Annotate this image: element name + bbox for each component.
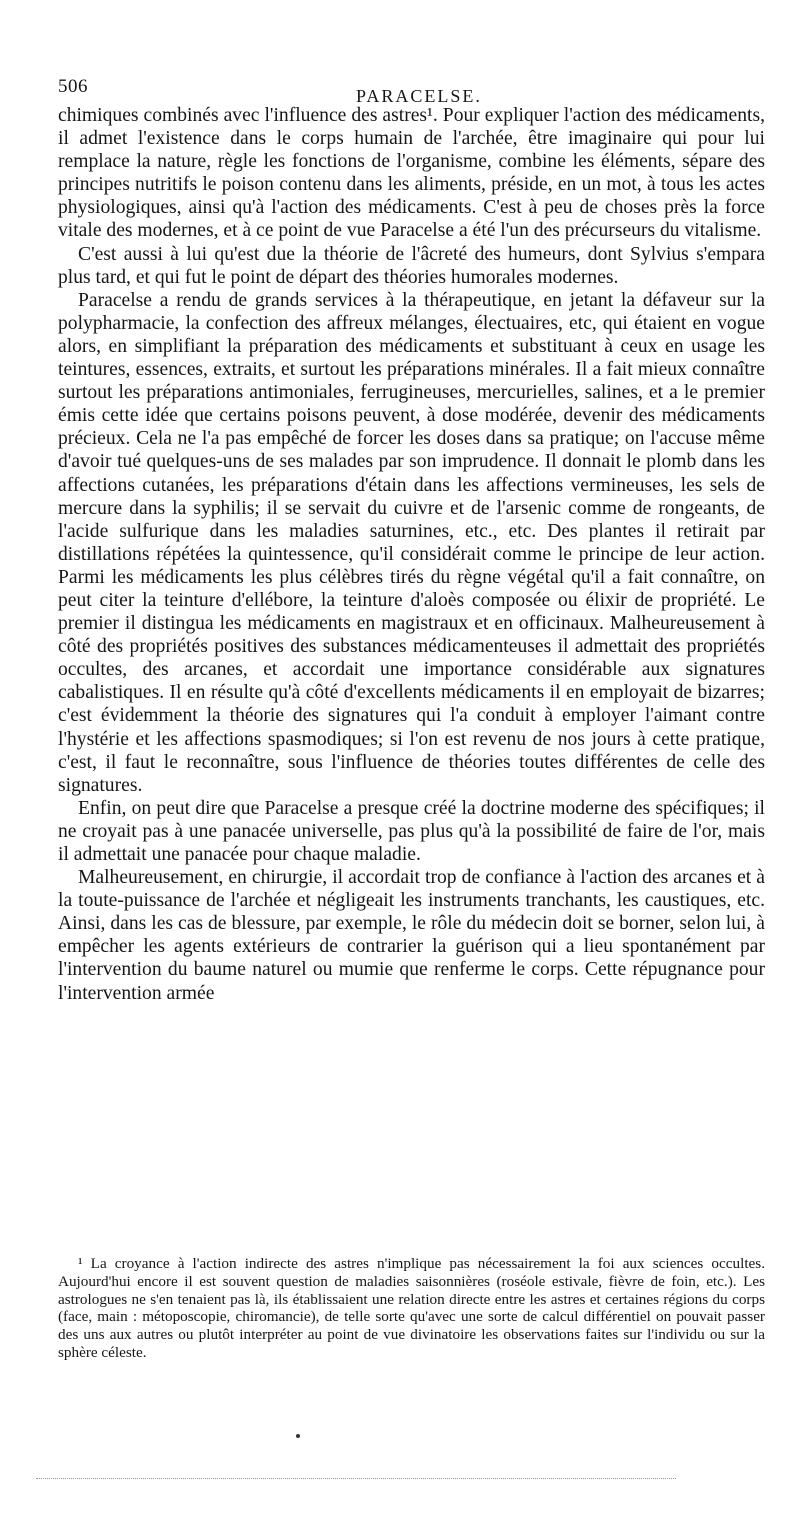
- paragraph: C'est aussi à lui qu'est due la théorie de l'âcreté des humeurs, dont Sylvius s'empara plus tard, et qui fut le point de départ des théories humorales modernes.: [58, 243, 765, 288]
- paragraph: Malheureusement, en chirurgie, il accordait trop de confiance à l'action des arcanes et à la toute-puissance de l'archée et négligeait les instruments tranchants, les caustiques, etc. Ainsi, dans les cas de blessure, par exemple, le rôle du médecin doit se borner, selon lui, à empêcher les agents extérieurs de contrarier la guérison qui a lieu spontanément par l'intervention du baume naturel ou mumie que renferme le corps. Cette répugnance pour l'intervention armée: [58, 867, 765, 1004]
- body-text: [58, 104, 765, 1005]
- paragraph: Enfin, on peut dire que Paracelse a presque créé la doctrine moderne des spécifiques; il ne croyait pas à une panacée universelle, pas plus qu'à la possibilité de faire de l'or, mais il admettait une panacée pour chaque maladie.: [58, 797, 765, 865]
- paragraph: chimiques combinés avec l'influence des astres¹. Pour expliquer l'action des médicaments, il admet l'existence dans le corps humain de l'archée, être imaginaire qui pour lui remplace la nature, règle les fonctions de l'organisme, combine les éléments, sépare des principes nutritifs le poison contenu dans les aliments, préside, en un mot, à tous les actes physiologiques, ainsi qu'à l'action des médicaments. C'est à peu de choses près la force vitale des modernes, et à ce point de vue Paracelse a été l'un des précurseurs du vitalisme.: [58, 105, 765, 242]
- paragraph: Paracelse a rendu de grands services à la thérapeutique, en jetant la défaveur sur la polypharmacie, la confection des affreux mélanges, électuaires, etc, qui étaient en vogue alors, en simplifiant la préparation des médicaments et substituant à ceux en usage les teintures, essences, extraits, et surtout les préparations minérales. Il a fait mieux connaître surtout les préparations antimoniales, ferrugineuses, mercurielles, salines, et a le premier émis cette idée que certains poisons peuvent, à dose modérée, devenir des médicaments précieux. Cela ne l'a pas empêché de forcer les doses dans sa pratique; on l'accuse même d'avoir tué quelques-uns de ses malades par son imprudence. Il donnait le plomb dans les affections cutanées, les préparations d'étain dans les affections vermineuses, les sels de mercure dans la syphilis; il se servait du cuivre et de l'arsenic comme de rongeants, de l'acide sulfurique dans les maladies saturnines, etc., etc. Des plantes il retirait par distillations répétées la quintessence, qu'il considérait comme le principe de leur action. Parmi les médicaments les plus célèbres tirés du règne végétal qu'il a fait connaître, on peut citer la teinture d'ellébore, la teinture d'aloès composée ou élixir de propriété. Le premier il distingua les médicaments en magistraux et en officinaux. Malheureusement à côté des propriétés positives des substances médicamenteuses il admettait des propriétés occultes, des arcanes, et accordait une importance considérable aux signatures cabalistiques. Il en résulte qu'à côté d'excellents médicaments il en employait de bizarres; c'est évidemment la théorie des signatures qui l'a conduit à employer l'aimant contre l'hystérie et les affections spasmodiques; si l'on est revenu de nos jours à cette pratique, c'est, il faut le reconnaître, sous l'influence de théories toutes différentes de celle des signatures.: [58, 289, 765, 796]
- footnote: ¹ La croyance à l'action indirecte des astres n'implique pas nécessairement la foi aux sciences occultes. Aujourd'hui encore il est souvent question de maladies saisonnières (roséole estivale, fièvre de foin, etc.). Les astrologues ne s'en tenaient pas là, ils établissaient une relation directe entre les astres et certaines régions du corps (face, main : métoposcopie, chiromancie), de telle sorte qu'avec une sorte de calcul différentiel on pouvait passer des uns aux autres ou plutôt interpréter au point de vue divinatoire les observations faites sur l'individu ou sur la sphère céleste.: [58, 1255, 765, 1361]
- running-head: PARACELSE.: [356, 86, 482, 106]
- bottom-rule: [36, 1478, 676, 1479]
- footnotes: [58, 1255, 765, 1362]
- page-number: 506: [58, 76, 88, 97]
- printer-mark: [296, 1434, 300, 1438]
